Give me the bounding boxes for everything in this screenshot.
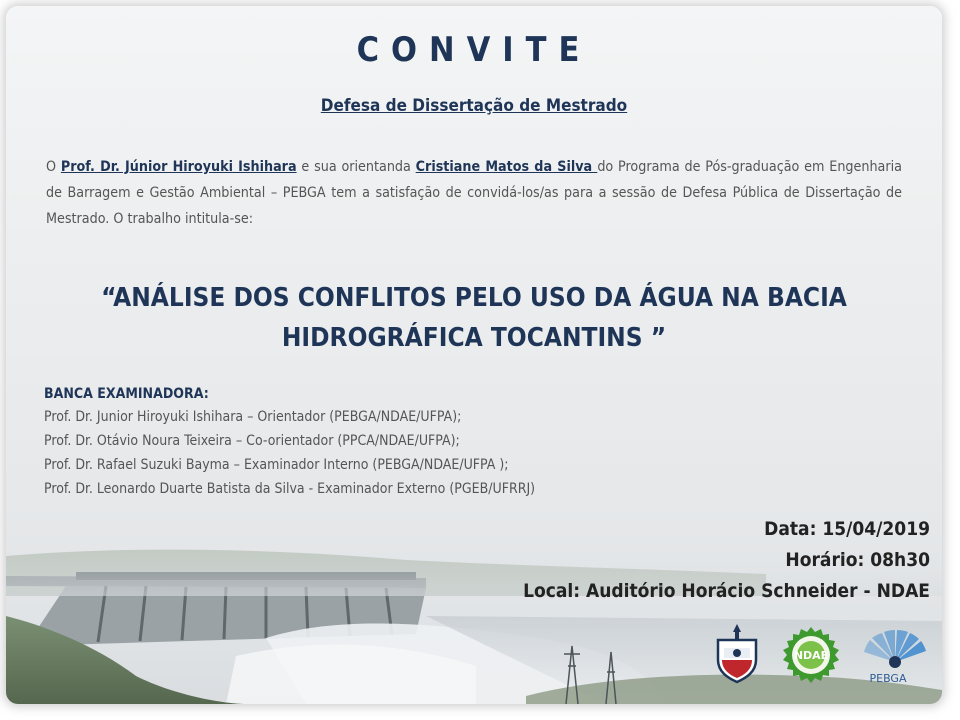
event-date: Data: 15/04/2019 (764, 518, 930, 540)
committee-member: Prof. Dr. Otávio Noura Teixeira – Co-orientador (PPCA/NDAE/UFPA); (44, 433, 460, 449)
intro-prefix: O (46, 159, 61, 175)
event-details (523, 514, 930, 607)
committee-member: Prof. Dr. Rafael Suzuki Bayma – Examinador Interno (PEBGA/NDAE/UFPA ); (44, 457, 509, 473)
intro-paragraph (46, 154, 902, 232)
ndae-logo-text: NDAE (793, 649, 829, 662)
event-place: Local: Auditório Horácio Schneider - NDAE (523, 580, 930, 602)
pebga-logo (858, 628, 932, 684)
intro-middle: e sua orientanda (296, 159, 416, 175)
thesis-title-line-2: HIDROGRÁFICA TOCANTINS ” (281, 323, 667, 353)
intro-rest: do Programa de Pós-graduação em Engenharia de Barragem e Gestão Ambiental – PEBGA tem a satisfação de convidá-los/as para a sessão de Defesa Pública de Dissertação de Mestrado. O trabalho intitula-se: (46, 159, 902, 227)
committee-member: Prof. Dr. Junior Hiroyuki Ishihara – Orientador (PEBGA/NDAE/UFPA); (44, 409, 462, 425)
committee-list (44, 405, 644, 501)
thesis-title-line-1: “ANÁLISE DOS CONFLITOS PELO USO DA ÁGUA NA BACIA (101, 283, 847, 313)
invitation-title: CONVITE (356, 30, 592, 70)
committee-heading: BANCA EXAMINADORA: (44, 386, 209, 402)
student-name: Cristiane Matos da Silva (415, 159, 598, 175)
thesis-title (46, 278, 902, 358)
committee-member: Prof. Dr. Leonardo Duarte Batista da Silva - Examinador Externo (PGEB/UFRRJ) (44, 481, 536, 497)
event-subtitle: Defesa de Dissertação de Mestrado (320, 96, 628, 116)
invitation-card (6, 6, 942, 704)
ndae-seal-logo (782, 626, 840, 684)
pebga-logo-text: PEBGA (869, 672, 907, 684)
advisor-name: Prof. Dr. Júnior Hiroyuki Ishihara (60, 159, 297, 175)
ufpa-crest-logo (710, 622, 764, 684)
logos-row (710, 622, 932, 684)
event-time: Horário: 08h30 (785, 549, 930, 571)
